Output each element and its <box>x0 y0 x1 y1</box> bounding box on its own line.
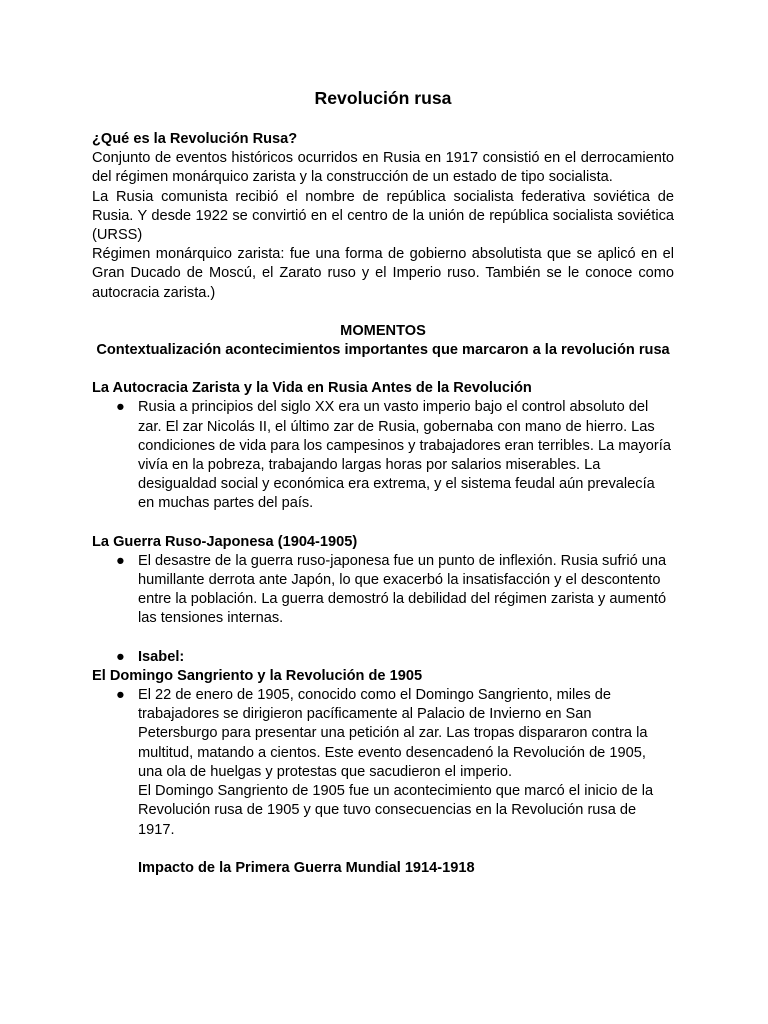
section-heading-domingo: El Domingo Sangriento y la Revolución de 1905 <box>92 667 423 684</box>
list-item-text: Rusia a principios del siglo XX era un vasto imperio bajo el control absoluto del zar. El zar Nicolás II, el último zar de Rusia, gobernaba con mano de hierro. Las condiciones de vida para los campesinos y trabajadores eran terribles. La mayoría vivía en la pobreza, trabajando largas horas por salarios miserables. La desigualdad social y económica era extrema, y el sistema feudal aún prevalecía en muchas partes del país. <box>138 399 671 512</box>
list-item-text: El Domingo Sangriento de 1905 fue un acontecimiento que marcó el inicio de la Revolución rusa de 1905 y que tuvo consecuencias en la Revolución rusa de 1917. <box>138 783 654 838</box>
bullet-list-domingo <box>92 686 674 840</box>
section-heading-guerra: La Guerra Ruso-Japonesa (1904-1905) <box>92 533 358 550</box>
intro-paragraph-2: La Rusia comunista recibió el nombre de república socialista federativa soviética de Rusia. Y desde 1922 se convirtió en el centro de la unión de república socialista soviética (URSS) <box>92 188 674 244</box>
list-item <box>92 648 674 667</box>
list-item-text: El desastre de la guerra ruso-japonesa fue un punto de inflexión. Rusia sufrió una humillante derrota ante Japón, lo que exacerbó la insatisfacción y el descontento entre la población. La guerra demostró la debilidad del régimen zarista y aumentó las tensiones internas. <box>138 552 667 627</box>
bullet-list-isabel <box>92 648 674 667</box>
list-item-text: Isabel: <box>138 648 185 665</box>
momentos-subheading: Contextualización acontecimientos importantes que marcaron a la revolución rusa <box>96 342 670 359</box>
bullet-icon: ● <box>116 687 125 704</box>
bullet-list-autocracia <box>92 398 674 513</box>
section-heading-impacto: Impacto de la Primera Guerra Mundial 1914-1918 <box>138 859 475 876</box>
spacer <box>92 840 674 859</box>
section-heading-autocracia: La Autocracia Zarista y la Vida en Rusia Antes de la Revolución <box>92 380 532 397</box>
list-item <box>92 552 674 629</box>
bullet-list-guerra <box>92 552 674 629</box>
bullet-icon: ● <box>116 399 125 416</box>
spacer <box>92 514 674 533</box>
intro-paragraph-3: Régimen monárquico zarista: fue una forma de gobierno absolutista que se aplicó en el Gran Ducado de Moscú, el Zarato ruso y el Imperio ruso. También se le conoce como autocracia zarista.) <box>92 246 674 301</box>
list-item <box>92 686 674 840</box>
spacer <box>92 303 674 322</box>
momentos-heading: MOMENTOS <box>340 322 426 339</box>
bullet-icon: ● <box>116 552 125 569</box>
list-item <box>92 398 674 513</box>
bullet-icon: ● <box>116 648 125 665</box>
spacer <box>92 629 674 648</box>
list-item-text: El 22 de enero de 1905, conocido como el Domingo Sangriento, miles de trabajadores se dirigieron pacíficamente al Palacio de Invierno en San Petersburgo para presentar una petición al zar. Las tropas dispararon contra la multitud, matando a cientos. Este evento desencadenó la Revolución de 1905, una ola de huelgas y protestas que sacudieron el imperio. <box>138 687 648 780</box>
intro-question: ¿Qué es la Revolución Rusa? <box>92 131 298 147</box>
document-title: Revolución rusa <box>314 88 452 108</box>
intro-paragraph-1: Conjunto de eventos históricos ocurridos en Rusia en 1917 consistió en el derrocamiento del régimen monárquico zarista y la construcción de un estado de tipo socialista. <box>92 150 674 186</box>
spacer <box>92 360 674 379</box>
